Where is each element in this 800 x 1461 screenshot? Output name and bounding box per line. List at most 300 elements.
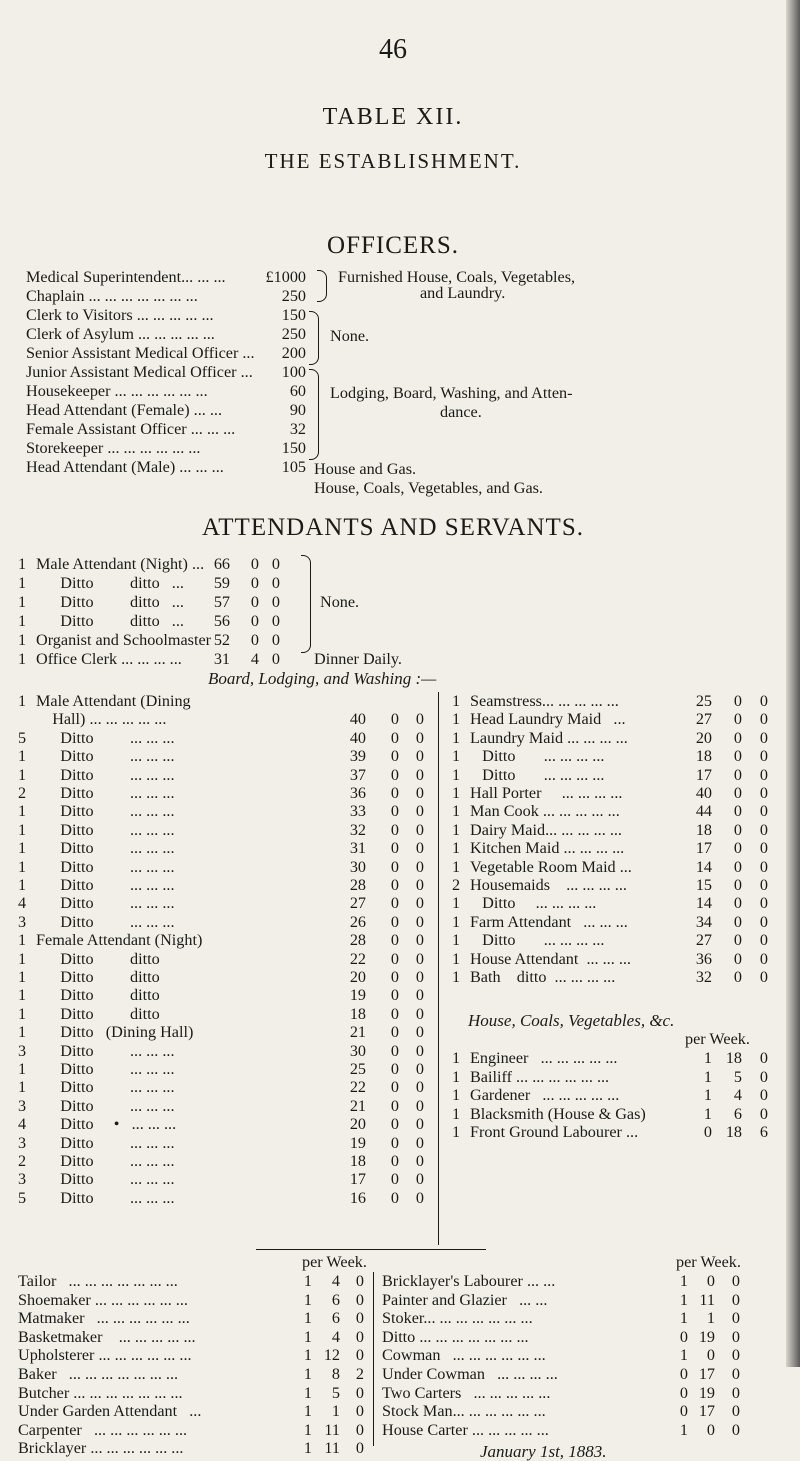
board-right-row-pence: 0	[759, 912, 768, 931]
attendant-row-label: Organist and Schoolmaster	[36, 631, 212, 649]
board-right-row-pence: 0	[759, 857, 768, 876]
house-row-pounds: 1	[703, 1086, 712, 1105]
board-right-row-pounds: 20	[695, 728, 712, 747]
board-left-row-count: 3	[18, 1096, 27, 1115]
officer-title: Medical Superintendent... ... ...	[26, 268, 226, 286]
board-left-row-shillings: 0	[390, 968, 399, 986]
board-lodging-heading: Board, Lodging, and Washing :—	[208, 669, 437, 688]
officer-salary: 60	[289, 382, 306, 400]
weekly-right-row-shillings: 19	[698, 1383, 715, 1402]
attendant-row-count: 1	[18, 574, 27, 592]
weekly-left-row-label: Upholsterer ... ... ... ... ... ...	[18, 1346, 192, 1365]
board-left-row-pounds: 36	[349, 784, 366, 802]
board-right-row-count: 1	[452, 839, 461, 858]
board-right-row-count: 1	[452, 728, 461, 747]
board-left-row-shillings: 0	[390, 1133, 399, 1152]
board-left-row-label: Ditto ... ... ...	[36, 839, 175, 858]
weekly-left-row-pounds: 1	[303, 1439, 312, 1458]
officer-salary: 150	[281, 306, 306, 324]
board-right-row-pence: 0	[759, 931, 768, 950]
board-right-row-pence: 0	[759, 839, 768, 858]
board-left-row-count: 4	[18, 1115, 27, 1134]
board-right-row-shillings: 0	[733, 692, 742, 710]
board-left-row-count: 1	[18, 931, 27, 950]
board-right-row-pounds: 34	[695, 912, 712, 931]
weekly-right-row-pounds: 0	[679, 1365, 688, 1383]
officers-brace-superintendent	[317, 270, 327, 302]
weekly-right-row-shillings: 0	[706, 1272, 715, 1290]
attendant-row-pounds: 66	[213, 555, 230, 573]
weekly-left-row-label: Basketmaker ... ... ... ... ...	[18, 1327, 196, 1346]
weekly-right-row-pence: 0	[731, 1327, 740, 1346]
board-right-row-count: 1	[452, 912, 461, 931]
board-right-row-shillings: 0	[733, 912, 742, 931]
board-right-row-shillings: 0	[733, 728, 742, 747]
board-right-row-shillings: 0	[733, 802, 742, 821]
board-left-row-pence: 0	[415, 1041, 424, 1060]
board-left-row-count: 1	[18, 1078, 27, 1097]
attendants-heading: ATTENDANTS AND SERVANTS.	[202, 514, 584, 541]
weekly-left-row-pence: 2	[355, 1365, 364, 1383]
weekly-left-row-pounds: 1	[303, 1365, 312, 1383]
weekly-right-row-label: Under Cowman ... ... ... ...	[382, 1365, 558, 1383]
officers-note-lodging: Lodging, Board, Washing, and Atten-	[330, 384, 573, 402]
board-left-row-count: 3	[18, 1170, 27, 1189]
board-left-row-pence: 0	[415, 912, 424, 931]
weekly-left-row-pounds: 1	[303, 1346, 312, 1365]
attendant-row-pence: 0	[271, 612, 280, 630]
board-right-row-label: Man Cook ... ... ... ... ...	[470, 802, 620, 821]
board-left-row-shillings: 0	[390, 1096, 399, 1115]
weekly-right-row-pounds: 1	[679, 1346, 688, 1365]
board-right-row-label: House Attendant ... ... ...	[470, 949, 631, 968]
weekly-right-row-label: Stoker... ... ... ... ... ... ...	[382, 1309, 533, 1328]
board-right-row-pounds: 17	[695, 839, 712, 858]
house-coals-heading: House, Coals, Vegetables, &c.	[468, 1011, 675, 1030]
board-left-row-label: Ditto ... ... ...	[36, 820, 175, 839]
board-right-row-pence: 0	[759, 747, 768, 766]
board-right-row-label: Housemaids ... ... ... ...	[470, 876, 627, 894]
board-right-row-pounds: 32	[695, 968, 712, 986]
board-right-row-pence: 0	[759, 728, 768, 747]
board-right-row-pounds: 36	[695, 949, 712, 968]
weekly-left-row-label: Bricklayer ... ... ... ... ... ...	[18, 1439, 184, 1458]
board-left-row-count: 2	[18, 784, 27, 802]
board-left-row-label: Ditto ... ... ...	[36, 1041, 175, 1060]
board-right-row-pounds: 18	[695, 820, 712, 839]
board-right-row-pence: 0	[759, 710, 768, 729]
officer-title: Clerk of Asylum ... ... ... ... ...	[26, 325, 215, 343]
board-right-row-pounds: 27	[695, 931, 712, 950]
board-right-row-pounds: 40	[695, 784, 712, 802]
board-left-row-pence: 0	[415, 784, 424, 802]
house-row-count: 1	[452, 1049, 461, 1067]
attendant-row-shillings: 0	[250, 612, 259, 630]
attendant-row-pence: 0	[271, 555, 280, 573]
board-right-row-pounds: 15	[695, 876, 712, 894]
board-left-row-pence: 0	[415, 765, 424, 784]
board-left-row-count: 1	[18, 1004, 27, 1023]
weekly-right-row-shillings: 11	[699, 1290, 715, 1309]
board-left-row-pence: 0	[415, 1078, 424, 1097]
board-left-row-shillings: 0	[390, 839, 399, 858]
officers-note-superintendent-2: and Laundry.	[420, 284, 506, 302]
officer-salary: 200	[281, 344, 306, 362]
house-row-pounds: 1	[703, 1067, 712, 1086]
board-right-row-count: 1	[452, 692, 461, 710]
officer-title: Chaplain ... ... ... ... ... ... ...	[26, 287, 198, 305]
board-right-row-shillings: 0	[733, 857, 742, 876]
board-left-row-pence: 0	[415, 747, 424, 766]
board-right-row-pounds: 27	[695, 710, 712, 729]
house-row-count: 1	[452, 1104, 461, 1123]
weekly-left-row-shillings: 12	[323, 1346, 340, 1365]
board-left-row-shillings: 0	[390, 931, 399, 950]
board-left-row-count: 4	[18, 894, 27, 913]
weekly-left-row-pence: 0	[355, 1327, 364, 1346]
board-left-row-shillings: 0	[390, 784, 399, 802]
officer-salary: £1000	[265, 268, 306, 286]
officer-title: Housekeeper ... ... ... ... ... ...	[26, 382, 208, 400]
weekly-left-row-shillings: 8	[331, 1365, 340, 1383]
board-right-row-label: Vegetable Room Maid ...	[470, 857, 632, 876]
board-left-row-pounds: 20	[349, 1115, 366, 1134]
attendant-row-pence: 0	[271, 631, 280, 649]
board-right-row-count: 1	[452, 710, 461, 729]
attendant-row-pounds: 31	[213, 650, 230, 668]
attendant-row-label: Office Clerk ... ... ... ...	[36, 650, 182, 668]
board-left-row-count: 1	[18, 1023, 27, 1042]
board-left-row-pence: 0	[415, 1170, 424, 1189]
board-left-row-count: 1	[18, 839, 27, 858]
board-left-row-label: Ditto ... ... ...	[36, 802, 175, 821]
board-left-row-label: Ditto • ... ... ...	[36, 1115, 177, 1134]
officers-brace-lodging	[309, 369, 319, 460]
board-right-row-shillings: 0	[733, 876, 742, 894]
board-left-row-label: Ditto ... ... ...	[36, 1096, 175, 1115]
board-left-row-count: 1	[18, 820, 27, 839]
attendant-row-shillings: 0	[250, 631, 259, 649]
board-left-row-label: Ditto ditto	[36, 986, 160, 1005]
board-left-row-pounds: 40	[349, 728, 366, 747]
board-left-row-label: Ditto ... ... ...	[36, 912, 175, 931]
board-right-row-pounds: 44	[695, 802, 712, 821]
board-left-row-label: Male Attendant (Dining	[36, 692, 191, 710]
weekly-left-row-label: Tailor ... ... ... ... ... ... ...	[18, 1272, 178, 1290]
attendant-row-shillings: 4	[250, 650, 259, 668]
board-left-row-label: Ditto ... ... ...	[36, 1170, 175, 1189]
officer-title: Head Attendant (Female) ... ...	[26, 401, 222, 419]
board-left-row-label: Ditto ... ... ...	[36, 1078, 175, 1097]
board-left-row-shillings: 0	[390, 1115, 399, 1134]
attendants-note-office-clerk: Dinner Daily.	[314, 650, 402, 668]
board-left-row-count: 3	[18, 1133, 27, 1152]
weekly-left-row-shillings: 4	[331, 1272, 340, 1290]
board-left-row-count: 2	[18, 1152, 27, 1170]
house-row-count: 1	[452, 1067, 461, 1086]
board-left-row-pence: 0	[415, 1004, 424, 1023]
board-right-row-label: Ditto ... ... ... ...	[470, 747, 605, 766]
board-left-row-count: 1	[18, 692, 27, 710]
board-left-row-label: Ditto ditto	[36, 968, 160, 986]
page-edge-shadow	[786, 0, 800, 1367]
weekly-left-row-pence: 0	[355, 1290, 364, 1309]
board-left-row-shillings: 0	[390, 876, 399, 894]
house-row-pounds: 0	[703, 1123, 712, 1142]
board-left-row-label: Hall) ... ... ... ... ...	[36, 710, 167, 729]
officers-brace-none	[309, 311, 319, 365]
weekly-right-row-pence: 0	[731, 1420, 740, 1439]
weekly-right-row-shillings: 17	[698, 1365, 715, 1383]
weekly-right-row-label: Stock Man... ... ... ... ... ...	[382, 1402, 546, 1421]
weekly-right-row-pence: 0	[731, 1365, 740, 1383]
officers-note-none: None.	[330, 327, 370, 345]
attendant-row-pounds: 56	[213, 612, 230, 630]
weekly-right-row-shillings: 17	[698, 1402, 715, 1421]
board-right-row-shillings: 0	[733, 839, 742, 858]
board-right-row-count: 1	[452, 765, 461, 784]
board-left-row-pence: 0	[415, 1096, 424, 1115]
weekly-right-row-pounds: 1	[679, 1420, 688, 1439]
weekly-left-row-shillings: 11	[324, 1420, 340, 1439]
board-left-row-shillings: 0	[390, 894, 399, 913]
attendants-note-none: None.	[320, 593, 360, 611]
board-left-row-label: Ditto ... ... ...	[36, 728, 175, 747]
board-right-row-count: 1	[452, 820, 461, 839]
house-row-shillings: 4	[733, 1086, 742, 1105]
board-left-row-label: Ditto ditto	[36, 1004, 160, 1023]
weekly-right-row-label: Two Carters ... ... ... ... ...	[382, 1383, 551, 1402]
attendant-row-count: 1	[18, 555, 27, 573]
officer-title: Junior Assistant Medical Officer ...	[26, 363, 253, 381]
attendant-row-shillings: 0	[250, 574, 259, 592]
house-row-shillings: 6	[733, 1104, 742, 1123]
board-left-row-pounds: 25	[349, 1060, 366, 1078]
board-right-row-pence: 0	[759, 968, 768, 986]
weekly-right-row-pence: 0	[731, 1402, 740, 1421]
house-row-label: Front Ground Labourer ...	[470, 1123, 639, 1142]
board-right-row-label: Laundry Maid ... ... ... ...	[470, 728, 628, 747]
weekly-left-row-shillings: 1	[331, 1402, 340, 1421]
board-left-row-label: Ditto ... ... ...	[36, 765, 175, 784]
weekly-right-row-pounds: 0	[679, 1327, 688, 1346]
section-rule	[256, 1249, 486, 1250]
board-right-row-label: Farm Attendant ... ... ...	[470, 912, 628, 931]
house-row-pounds: 1	[703, 1104, 712, 1123]
board-left-row-label: Ditto ... ... ...	[36, 1133, 175, 1152]
attendant-row-count: 1	[18, 612, 27, 630]
attendant-row-label: Ditto ditto ...	[36, 612, 184, 630]
board-right-row-count: 1	[452, 931, 461, 950]
column-divider	[438, 692, 439, 1245]
house-row-pence: 6	[759, 1123, 768, 1142]
weekly-left-row-shillings: 4	[331, 1327, 340, 1346]
officer-title: Senior Assistant Medical Officer ...	[26, 344, 255, 362]
weekly-right-row-pounds: 1	[679, 1272, 688, 1290]
attendant-row-pence: 0	[271, 650, 280, 668]
weekly-left-row-pence: 0	[355, 1309, 364, 1328]
board-left-row-label: Ditto ... ... ...	[36, 876, 175, 894]
board-right-row-pence: 0	[759, 876, 768, 894]
board-left-row-label: Ditto ditto	[36, 949, 160, 968]
board-left-row-shillings: 0	[390, 949, 399, 968]
officers-note-superintendent: Furnished House, Coals, Vegetables,	[338, 268, 576, 286]
board-left-row-pence: 0	[415, 1188, 424, 1207]
officer-title: Storekeeper ... ... ... ... ... ...	[26, 439, 201, 457]
board-left-row-pence: 0	[415, 931, 424, 950]
board-left-row-label: Ditto (Dining Hall)	[36, 1023, 194, 1042]
board-left-row-label: Ditto ... ... ...	[36, 1188, 175, 1207]
officer-salary: 250	[281, 287, 306, 305]
board-left-row-pence: 0	[415, 728, 424, 747]
board-left-row-pence: 0	[415, 968, 424, 986]
board-left-row-count: 3	[18, 912, 27, 931]
board-right-row-label: Kitchen Maid ... ... ... ...	[470, 839, 625, 858]
attendant-row-pounds: 57	[213, 593, 230, 611]
weekly-right-row-shillings: 1	[706, 1309, 715, 1328]
officer-salary: 250	[281, 325, 306, 343]
house-per-week: per Week.	[685, 1030, 750, 1048]
house-row-pence: 0	[759, 1067, 768, 1086]
weekly-left-row-pence: 0	[355, 1402, 364, 1421]
board-left-row-label: Ditto ... ... ...	[36, 747, 175, 766]
weekly-right-row-shillings: 0	[706, 1346, 715, 1365]
attendants-brace-none	[301, 555, 311, 653]
board-left-row-shillings: 0	[390, 1152, 399, 1170]
weekly-right-row-pence: 0	[731, 1309, 740, 1328]
board-left-row-count: 3	[18, 1041, 27, 1060]
board-left-row-pounds: 27	[349, 894, 366, 913]
board-left-row-shillings: 0	[390, 747, 399, 766]
board-right-row-count: 1	[452, 784, 461, 802]
officer-title: Head Attendant (Male) ... ... ...	[26, 458, 224, 476]
weekly-left-row-label: Baker ... ... ... ... ... ... ...	[18, 1365, 179, 1383]
board-left-row-pence: 0	[415, 857, 424, 876]
weekly-right-row-label: House Carter ... ... ... ... ...	[382, 1420, 549, 1439]
board-left-row-count: 1	[18, 857, 27, 876]
weekly-left-row-shillings: 6	[331, 1290, 340, 1309]
board-left-row-pounds: 30	[349, 1041, 366, 1060]
board-right-row-count: 1	[452, 949, 461, 968]
weekly-left-row-label: Under Garden Attendant ...	[18, 1402, 202, 1421]
house-row-label: Engineer ... ... ... ... ...	[470, 1049, 618, 1067]
board-left-row-label: Ditto ... ... ...	[36, 784, 175, 802]
board-left-row-pence: 0	[415, 820, 424, 839]
board-right-row-label: Dairy Maid... ... ... ... ...	[470, 820, 622, 839]
attendant-row-pence: 0	[271, 593, 280, 611]
officer-salary: 100	[281, 363, 306, 381]
board-right-row-pounds: 14	[695, 894, 712, 913]
weekly-right-row-pounds: 0	[679, 1402, 688, 1421]
board-right-row-label: Ditto ... ... ... ...	[470, 765, 605, 784]
board-left-row-pounds: 21	[349, 1023, 366, 1042]
table-number: TABLE XII.	[322, 104, 464, 130]
house-row-pence: 0	[759, 1049, 768, 1067]
board-left-row-count: 1	[18, 986, 27, 1005]
board-right-row-pence: 0	[759, 692, 768, 710]
board-left-row-shillings: 0	[390, 820, 399, 839]
weekly-right-row-label: Bricklayer's Labourer ... ...	[382, 1272, 556, 1290]
weekly-left-row-pounds: 1	[303, 1383, 312, 1402]
officers-note-lodging-2: dance.	[440, 403, 482, 421]
board-right-row-count: 1	[452, 894, 461, 913]
board-right-row-count: 2	[452, 876, 461, 894]
board-right-row-pounds: 25	[695, 692, 712, 710]
attendant-row-label: Ditto ditto ...	[36, 593, 184, 611]
board-left-row-pounds: 33	[349, 802, 366, 821]
board-left-row-pounds: 20	[349, 968, 366, 986]
attendant-row-count: 1	[18, 593, 27, 611]
board-left-row-pounds: 31	[349, 839, 366, 858]
board-left-row-count: 1	[18, 1060, 27, 1078]
board-right-row-count: 1	[452, 747, 461, 766]
weekly-left-row-pence: 0	[355, 1346, 364, 1365]
board-left-row-shillings: 0	[390, 1041, 399, 1060]
attendant-row-label: Ditto ditto ...	[36, 574, 184, 592]
weekly-left-row-label: Matmaker ... ... ... ... ... ...	[18, 1309, 190, 1328]
board-left-row-pence: 0	[415, 1152, 424, 1170]
board-left-row-pence: 0	[415, 1133, 424, 1152]
attendant-row-pence: 0	[271, 574, 280, 592]
board-left-row-count: 5	[18, 728, 27, 747]
board-left-row-count: 1	[18, 802, 27, 821]
house-row-shillings: 18	[725, 1123, 742, 1142]
board-right-row-pence: 0	[759, 820, 768, 839]
weekly-left-row-label: Butcher ... ... ... ... ... ... ...	[18, 1383, 183, 1402]
weekly-right-row-label: Painter and Glazier ... ...	[382, 1290, 548, 1309]
board-left-row-shillings: 0	[390, 1078, 399, 1097]
weekly-left-row-label: Shoemaker ... ... ... ... ... ...	[18, 1290, 188, 1309]
board-left-row-pounds: 19	[349, 1133, 366, 1152]
board-right-row-pence: 0	[759, 949, 768, 968]
weekly-left-row-shillings: 11	[324, 1439, 340, 1458]
board-right-row-count: 1	[452, 857, 461, 876]
board-left-row-count: 1	[18, 876, 27, 894]
weekly-right-row-pounds: 1	[679, 1290, 688, 1309]
board-right-row-shillings: 0	[733, 747, 742, 766]
house-row-label: Bailiff ... ... ... ... ... ...	[470, 1067, 610, 1086]
officers-note-storekeeper: House and Gas.	[314, 460, 417, 478]
house-row-pounds: 1	[703, 1049, 712, 1067]
board-right-row-shillings: 0	[733, 968, 742, 986]
attendant-row-shillings: 0	[250, 593, 259, 611]
weekly-left-row-shillings: 6	[331, 1309, 340, 1328]
board-right-row-pence: 0	[759, 894, 768, 913]
board-left-row-pounds: 40	[349, 710, 366, 729]
officer-title: Clerk to Visitors ... ... ... ... ...	[26, 306, 214, 324]
officer-salary: 150	[281, 439, 306, 457]
weekly-left-row-pence: 0	[355, 1272, 364, 1290]
house-row-label: Blacksmith (House & Gas)	[470, 1104, 646, 1123]
board-left-row-label: Female Attendant (Night)	[36, 931, 203, 950]
officer-salary: 32	[289, 420, 306, 438]
board-left-row-pounds: 18	[349, 1004, 366, 1023]
weekly-left-row-pence: 0	[355, 1383, 364, 1402]
board-left-row-pounds: 16	[349, 1188, 366, 1207]
board-left-row-count: 1	[18, 968, 27, 986]
officers-heading: OFFICERS.	[327, 232, 459, 259]
board-right-row-shillings: 0	[733, 949, 742, 968]
board-right-row-label: Seamstress... ... ... ... ...	[470, 692, 619, 710]
attendant-row-pounds: 59	[213, 574, 230, 592]
board-left-row-shillings: 0	[390, 1170, 399, 1189]
board-right-row-pounds: 17	[695, 765, 712, 784]
officer-salary: 105	[281, 458, 306, 476]
board-right-row-shillings: 0	[733, 765, 742, 784]
weekly-left-row-pence: 0	[355, 1420, 364, 1439]
board-left-row-pence: 0	[415, 949, 424, 968]
board-right-row-label: Hall Porter ... ... ... ...	[470, 784, 623, 802]
